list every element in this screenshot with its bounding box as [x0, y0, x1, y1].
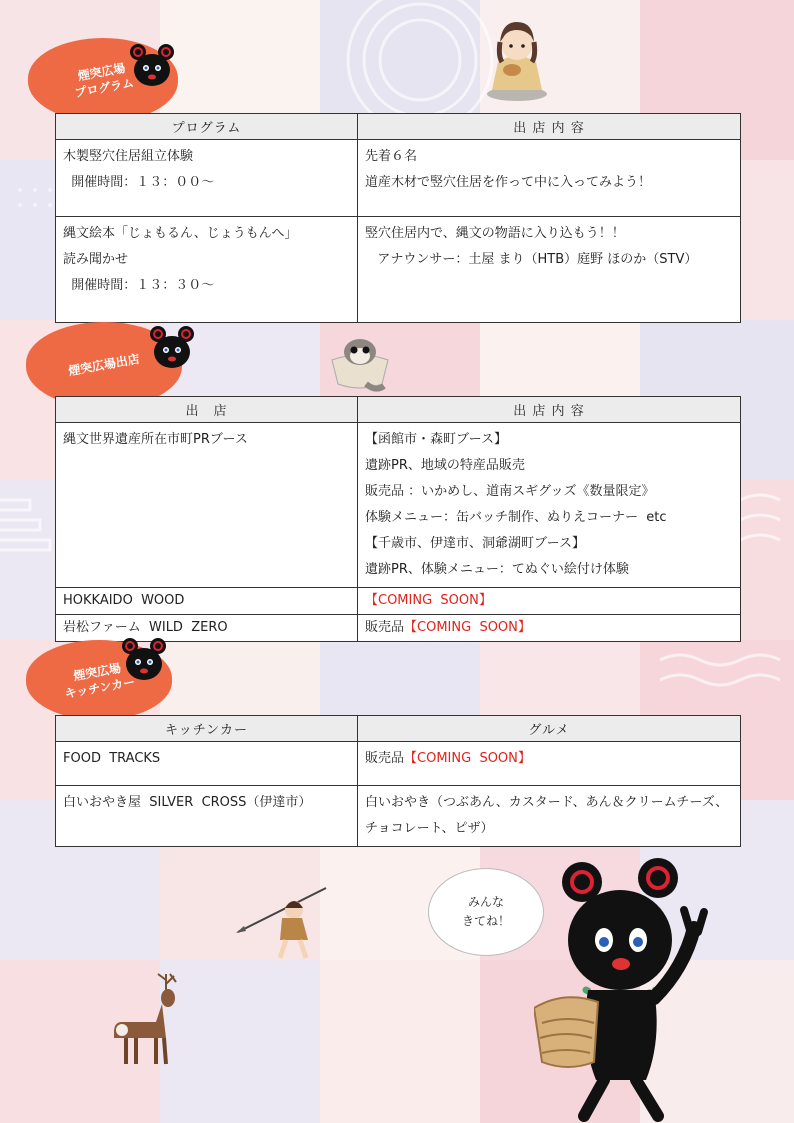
kitchen-table — [55, 715, 741, 847]
shops-table — [55, 396, 741, 642]
speech-bubble: みんな きてね！ — [428, 868, 544, 956]
program-content-cell: 先着６名 道産木材で竪穴住居を作って中に入ってみよう！ — [358, 140, 741, 217]
table-row — [56, 217, 741, 323]
table-row — [56, 786, 741, 847]
shop-content-cell: 【函館市・森町ブース】 遺跡PR、地域の特産品販売 販売品 ：いかめし、道南スギグッズ《数量限定》 体験メニュー：缶バッチ制作、ぬりえコーナー etc 【千歳市、伊達市、洞爺湖町ブース】 遺跡PR、体験メニュー：てぬぐい絵付け体験 — [358, 423, 741, 588]
table-row — [56, 140, 741, 217]
shop-name-cell: HOKKAIDO WOOD — [56, 588, 358, 615]
jomon-girl-illustration-icon — [484, 18, 550, 102]
kitchen-car-content-cell: 販売品【COMING SOON】 — [358, 742, 741, 786]
shop-name-cell: 縄文世界遺産所在市町PRブース — [56, 423, 358, 588]
shops-bubble-label: 煙突広場出店 — [26, 322, 182, 408]
bear-mascot-with-pottery-illustration-icon — [534, 858, 724, 1123]
table-row — [56, 742, 741, 786]
hunter-with-spear-illustration-icon — [234, 886, 330, 966]
bear-mascot-icon — [120, 636, 170, 686]
program-bubble-label: 煙突広場 プログラム — [28, 38, 178, 122]
bear-mascot-icon — [148, 324, 198, 374]
deer-illustration-icon — [110, 970, 186, 1068]
program-name-cell: 縄文絵本「じょもるん、じょうもんへ」 読み聞かせ 開催時間：１３：３０〜 — [56, 217, 358, 323]
shops-table-header-content: 出 店 内 容 — [358, 397, 741, 423]
shop-content-cell — [358, 588, 741, 615]
coming-soon-label: 【COMING SOON】 — [365, 593, 492, 608]
flying-squirrel-illustration-icon — [326, 330, 394, 398]
shops-table-header-shop: 出 店 — [56, 397, 358, 423]
table-row — [56, 588, 741, 615]
kitchen-car-content-cell: 白いおやき（つぶあん、カスタード、あん＆クリームチーズ、チョコレート、ピザ） — [358, 786, 741, 847]
bear-mascot-icon — [128, 42, 178, 92]
program-table — [55, 113, 741, 323]
kitchen-bubble-label: 煙突広場 キッチンカー — [26, 640, 172, 720]
kitchen-table-header-gourmet: グルメ — [358, 716, 741, 742]
shop-content-cell: 販売品【COMING SOON】 — [358, 615, 741, 642]
coming-soon-label: 【COMING SOON】 — [404, 620, 531, 635]
kitchen-car-name-cell: 白いおやき屋 SILVER CROSS（伊達市） — [56, 786, 358, 847]
program-table-header-content: 出 店 内 容 — [358, 114, 741, 140]
coming-soon-label: 【COMING SOON】 — [404, 751, 531, 766]
program-table-header-program: プログラム — [56, 114, 358, 140]
table-row — [56, 423, 741, 588]
program-name-cell: 木製竪穴住居組立体験 開催時間：１３：００〜 — [56, 140, 358, 217]
kitchen-table-header-car: キッチンカー — [56, 716, 358, 742]
shop-name-cell: 岩松ファーム WILD ZERO — [56, 615, 358, 642]
kitchen-car-name-cell: FOOD TRACKS — [56, 742, 358, 786]
program-content-cell: 竪穴住居内で、縄文の物語に入り込もう！！ アナウンサー：土屋 まり（HTB）庭野 ほのか（STV） — [358, 217, 741, 323]
